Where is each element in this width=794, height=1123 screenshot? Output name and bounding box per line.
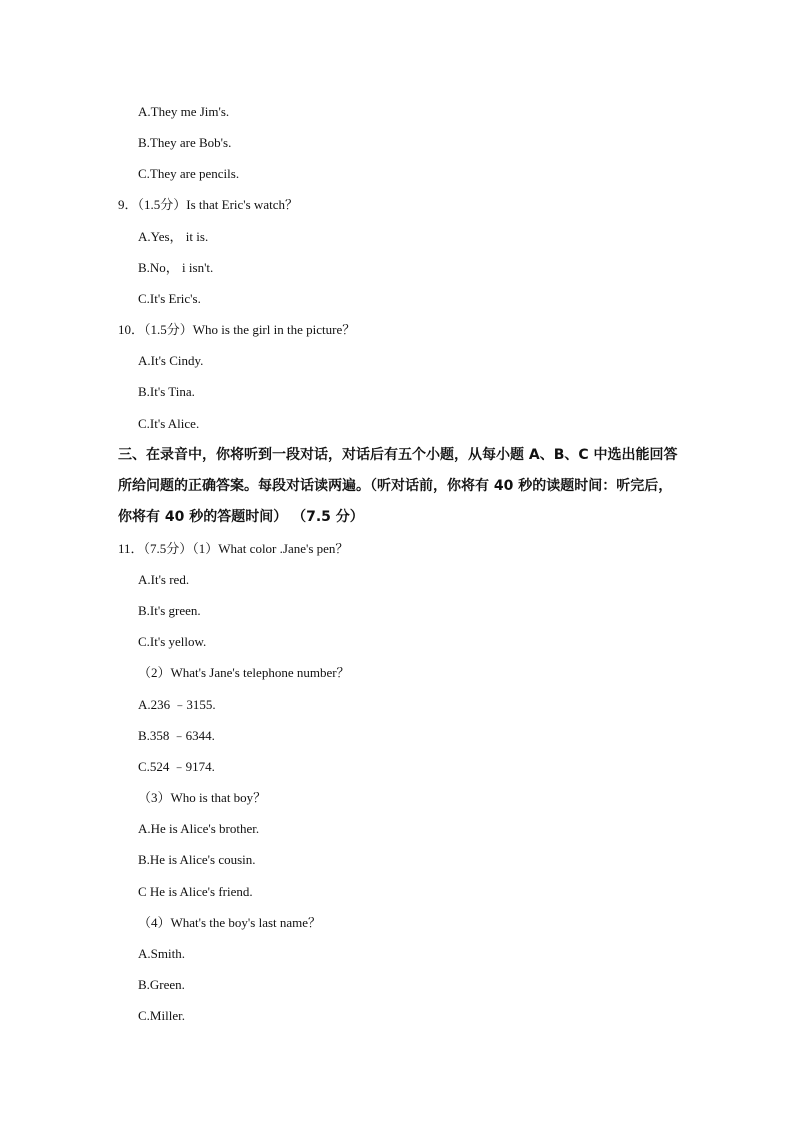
q9-option-c: C.It's Eric's.	[138, 291, 201, 306]
q11-3-stem: （3）Who is that boy？	[138, 790, 267, 805]
q8-option-b: B.They are Bob's.	[138, 135, 232, 150]
section3-heading-line-1: 三、在录音中，你将听到一段对话，对话后有五个小题，从每小题 A、B、C 中选出能回答	[118, 447, 678, 463]
section3-heading-line-3: 你将有 40 秒的答题时间） （7.5 分）	[118, 509, 364, 525]
q11-2-option-b: B.358 ﹣6344.	[138, 728, 215, 743]
q8-option-c: C.They are pencils.	[138, 166, 240, 181]
q9-option-b: B.No， i isn't.	[138, 260, 214, 275]
q11-1-option-a: A.It's red.	[138, 572, 190, 587]
section3-heading-line-2: 所给问题的正确答案。每段对话读两遍。（听对话前，你将有 40 秒的读题时间：听完后，	[118, 478, 673, 494]
q11-4-option-c: C.Miller.	[138, 1008, 185, 1023]
q11-stem: 11．（7.5分）（1）What color .Jane's pen？	[118, 541, 349, 556]
q11-3-option-b: B.He is Alice's cousin.	[138, 852, 256, 867]
q9-stem: 9．（1.5分）Is that Eric's watch？	[118, 197, 298, 212]
q11-2-stem: （2）What's Jane's telephone number？	[138, 665, 350, 680]
q11-1-option-c: C.It's yellow.	[138, 634, 207, 649]
q11-1-option-b: B.It's green.	[138, 603, 201, 618]
q10-stem: 10．（1.5分）Who is the girl in the picture？	[118, 322, 356, 337]
q11-4-option-b: B.Green.	[138, 977, 185, 992]
q11-4-stem: （4）What's the boy's last name？	[138, 915, 322, 930]
q11-3-option-c: C He is Alice's friend.	[138, 884, 253, 899]
q10-option-b: B.It's Tina.	[138, 384, 195, 399]
q11-4-option-a: A.Smith.	[138, 946, 185, 961]
q10-option-c: C.It's Alice.	[138, 416, 200, 431]
q11-2-option-a: A.236 ﹣3155.	[138, 697, 216, 712]
q11-2-option-c: C.524 ﹣9174.	[138, 759, 215, 774]
q11-3-option-a: A.He is Alice's brother.	[138, 821, 260, 836]
q10-option-a: A.It's Cindy.	[138, 353, 204, 368]
q8-option-a: A.They me Jim's.	[138, 104, 230, 119]
q9-option-a: A.Yes， it is.	[138, 229, 209, 244]
